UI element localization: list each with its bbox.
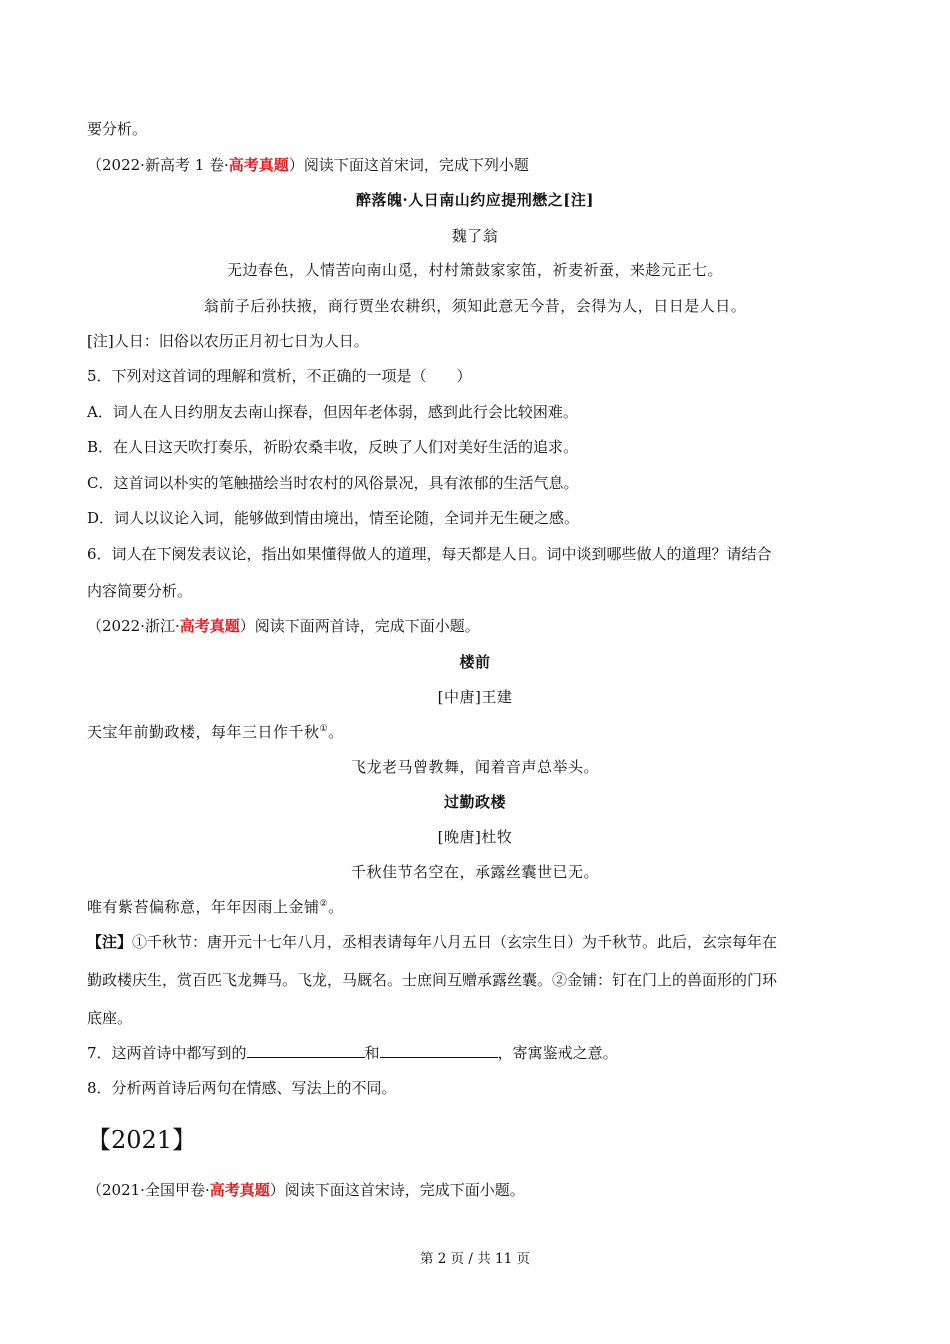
- poem-author-1: 魏了翁: [451, 227, 499, 245]
- question-source-1: [87, 154, 890, 175]
- poem-text: 天宝年前勤政楼，每年三日作千秋: [87, 723, 320, 741]
- poem-title-1: 醉落魄·人日南山约应提刑懋之[注]: [356, 191, 594, 209]
- source-suffix: ）阅读下面这首宋诗，完成下面小题。: [269, 1181, 525, 1199]
- footnote-marker: ①: [319, 724, 329, 734]
- poem-author-2: [中唐]王建: [437, 688, 513, 706]
- source-tag: 高考真题: [228, 156, 289, 174]
- poem-text: 唯有紫苔偏称意，年年因雨上金铺: [87, 898, 320, 916]
- poem-title-3: 过勤政楼: [443, 793, 506, 811]
- poem-line: 飞龙老马曾教舞，闻着音声总举头。: [350, 758, 599, 776]
- poem-punct: 。: [328, 723, 344, 741]
- question-source-3: [87, 1179, 890, 1200]
- source-suffix: ）阅读下面这首宋词，完成下列小题: [288, 156, 529, 174]
- year-heading: 【2021】: [87, 1126, 197, 1154]
- poem-line: [87, 721, 890, 742]
- poem-line: 千秋佳节名空在，承露丝囊世已无。: [350, 863, 599, 881]
- poem-title-2: 楼前: [459, 653, 491, 671]
- answer-blank-2[interactable]: [380, 1043, 498, 1058]
- source-prefix: （2021·全国甲卷·: [87, 1181, 210, 1199]
- footnote-marker: ②: [319, 899, 329, 909]
- poem-note-2-cont: 勤政楼庆生，赏百匹飞龙舞马。飞龙，马厩名。士庶间互赠承露丝囊。②金铺：钉在门上的兽面形的门环: [87, 971, 778, 989]
- intro-tail: 要分析。: [87, 120, 148, 138]
- poem-punct: 。: [328, 898, 344, 916]
- answer-blank-1[interactable]: [247, 1043, 365, 1058]
- question-source-2: [87, 615, 890, 636]
- poem-note: [注]人日：旧俗以农历正月初七日为人日。: [87, 332, 369, 350]
- question-7: [87, 1042, 890, 1063]
- q7-text: 和: [364, 1044, 380, 1062]
- source-suffix: ）阅读下面两首诗，完成下面小题。: [239, 617, 480, 635]
- page-footer: 第 2 页 / 共 11 页: [419, 1251, 531, 1267]
- poem-line: 翁前子后孙扶掖，商行贾坐农耕织，须知此意无今昔，会得为人，日日是人日。: [203, 297, 747, 315]
- question-6: 6．词人在下阕发表议论，指出如果懂得做人的道理，每天都是人日。词中谈到哪些做人的道理？请结合: [87, 545, 772, 563]
- note-text: ①千秋节：唐开元十七年八月，丞相表请每年八月五日（玄宗生日）为千秋节。此后，玄宗每年在: [132, 933, 778, 951]
- question-6-cont: 内容简要分析。: [87, 582, 193, 600]
- option-b: B．在人日这天吹打奏乐，祈盼农桑丰收，反映了人们对美好生活的追求。: [87, 438, 579, 456]
- poem-line: [87, 896, 890, 917]
- source-tag: 高考真题: [209, 1181, 270, 1199]
- poem-line: 无边春色，人情苦向南山觅，村村箫鼓家家笛，祈麦祈蚕，来趁元正七。: [226, 261, 723, 279]
- source-prefix: （2022·新高考 1 卷·: [87, 156, 229, 174]
- question-5: 5．下列对这首词的理解和赏析，不正确的一项是（ ）: [87, 367, 472, 385]
- q7-text: ，寄寓鉴戒之意。: [497, 1044, 618, 1062]
- option-a: A．词人在人日约朋友去南山探春，但因年老体弱，感到此行会比较困难。: [87, 403, 578, 421]
- source-tag: 高考真题: [179, 617, 240, 635]
- option-c: C．这首词以朴实的笔触描绘当时农村的风俗景况，具有浓郁的生活气息。: [87, 474, 579, 492]
- source-prefix: （2022·浙江·: [87, 617, 180, 635]
- q7-text: 7．这两首诗中都写到的: [87, 1044, 247, 1062]
- poem-note-2-cont: 底座。: [87, 1009, 133, 1027]
- poem-note-2: [87, 931, 890, 952]
- note-label: 【注】: [87, 933, 133, 951]
- option-d: D．词人以议论入词，能够做到情由境出，情至论随，全词并无生硬之感。: [87, 509, 580, 527]
- question-8: 8．分析两首诗后两句在情感、写法上的不同。: [87, 1079, 397, 1097]
- poem-author-3: [晚唐]杜牧: [437, 828, 513, 846]
